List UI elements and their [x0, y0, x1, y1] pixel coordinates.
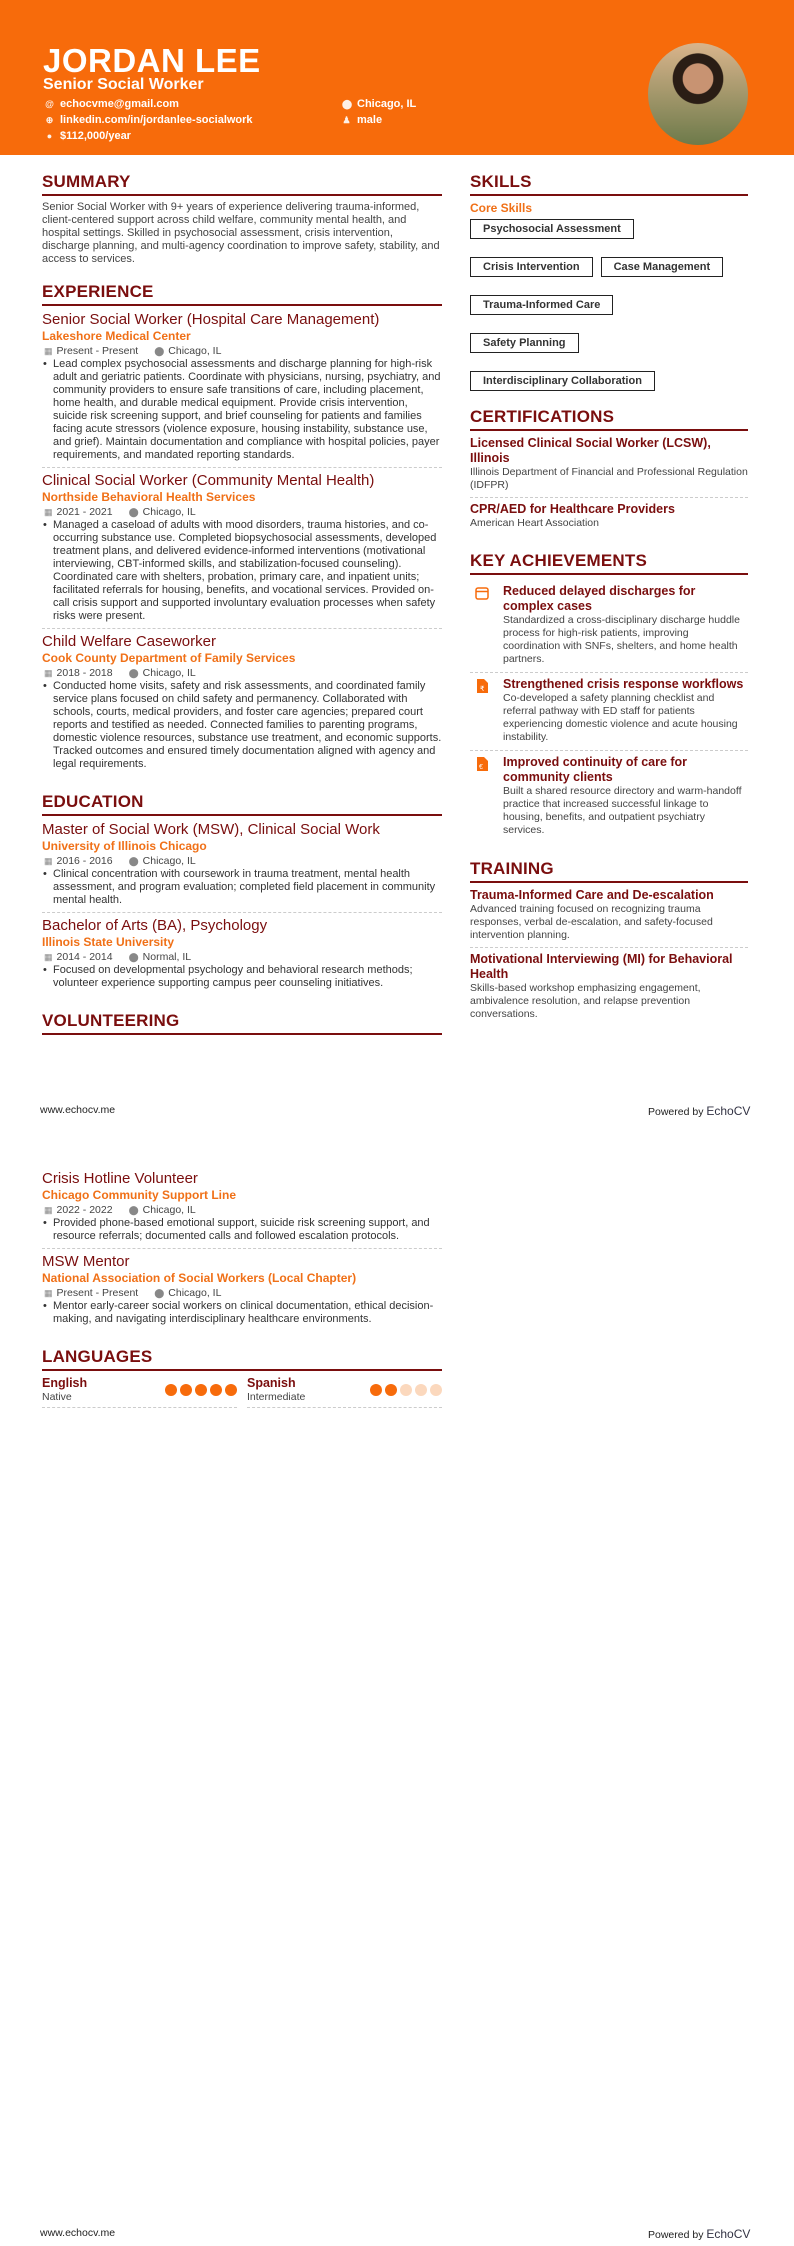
calendar-icon: ▦: [44, 952, 53, 962]
training-section: [470, 859, 748, 1026]
job-title: Senior Social Worker (Hospital Care Management): [42, 311, 380, 328]
bullet: • Provided phone-based emotional support, suicide risk screening support, and resource referrals; documented calls and followed escalation protocols.: [42, 1217, 442, 1243]
certification: [470, 436, 748, 498]
candidate-title: Senior Social Worker: [43, 76, 204, 93]
language-name: Spanish: [247, 1376, 296, 1390]
contact-gender: [342, 114, 382, 126]
bullet: • Mentor early-career social workers on clinical documentation, ethical decision-making, and navigating interdisciplinary healthcare environments.: [42, 1300, 442, 1326]
document-icon: [475, 679, 489, 693]
location-icon: ⬤: [154, 346, 165, 356]
skill-tag: Psychosocial Assessment: [470, 219, 634, 239]
degree: Bachelor of Arts (BA), Psychology: [42, 917, 268, 934]
location: Chicago, IL: [142, 667, 196, 679]
skill-tag: Crisis Intervention: [470, 257, 593, 277]
rating-dot-filled: [165, 1384, 177, 1396]
training-text: Skills-based workshop emphasizing engagement, ambivalence resolution, and relapse prevention conversations.: [470, 982, 701, 1020]
entry-meta: [44, 950, 442, 964]
calendar-icon: ▦: [44, 346, 53, 356]
contact-text: echocvme@gmail.com: [60, 98, 179, 110]
skill-tag: Case Management: [601, 257, 724, 277]
location: Chicago, IL: [142, 506, 196, 518]
header: [0, 0, 794, 155]
right-column: [470, 172, 748, 1042]
rating-dot-filled: [225, 1384, 237, 1396]
role-title: Crisis Hotline Volunteer: [42, 1170, 198, 1187]
dollar-icon: ●: [46, 131, 53, 141]
organization: Chicago Community Support Line: [42, 1188, 236, 1202]
location: Chicago, IL: [142, 1204, 196, 1216]
job-title: Child Welfare Caseworker: [42, 633, 216, 650]
calendar-icon: ▦: [44, 507, 53, 517]
section-heading: SUMMARY: [42, 172, 442, 196]
volunteering-continued: [42, 1170, 442, 1331]
employer: Lakeshore Medical Center: [42, 329, 191, 343]
rating-dot-empty: [400, 1384, 412, 1396]
calendar-icon: ▦: [44, 668, 53, 678]
section-heading: EXPERIENCE: [42, 282, 442, 306]
section-heading: KEY ACHIEVEMENTS: [470, 551, 748, 575]
entry-meta: [44, 1286, 442, 1300]
dates: 2018 - 2018: [56, 667, 113, 679]
svg-text:€: €: [479, 764, 483, 771]
achievement: [470, 673, 748, 751]
rating-dot-filled: [210, 1384, 222, 1396]
bullet: • Focused on developmental psychology and behavioral research methods; volunteer experience supporting campus peer counseling initiatives.: [42, 964, 442, 990]
bullet: • Managed a caseload of adults with mood disorders, trauma histories, and co-occurring substance use. Completed biopsychosocial assessments, developed treatment plans, and delivered evidence-informed interventions (motivational interviewing, CBT-informed skills, and stabilization-focused counseling). Coordinated care with shelters, probation, primary care, and inpatient units; facilitated referrals for housing, benefits, and vocational services. Provided on-call crisis support and supported involuntary evaluation processes when safety risks were present.: [42, 519, 442, 623]
language-rating: [370, 1384, 442, 1396]
entry-meta: [44, 344, 442, 358]
location: Chicago, IL: [168, 345, 222, 357]
experience-entry: [42, 633, 442, 776]
calendar-icon: [475, 586, 489, 600]
location-icon: ⬤: [154, 1288, 165, 1298]
school: Illinois State University: [42, 935, 175, 949]
footer-site-link[interactable]: www.echocv.me: [40, 1104, 116, 1116]
skill-tag: Trauma-Informed Care: [470, 295, 613, 315]
contact-text: linkedin.com/in/jordanlee-socialwork: [60, 114, 253, 126]
footer-powered: [648, 2227, 750, 2241]
candidate-name: JORDAN LEE: [43, 42, 261, 79]
language-name: English: [42, 1376, 88, 1390]
location-icon: ⬤: [342, 98, 353, 109]
contact-text: male: [357, 114, 383, 126]
role-title: MSW Mentor: [42, 1253, 130, 1270]
cert-title: CPR/AED for Healthcare Providers: [470, 502, 675, 516]
contact-text: $112,000/year: [60, 130, 131, 142]
achievement-text: Standardized a cross-disciplinary discharge huddle process for high-risk patients, improving coordination with SNFs, shelters, and home health partners.: [503, 614, 740, 665]
globe-icon: ⊕: [45, 114, 54, 125]
cert-title: Licensed Clinical Social Worker (LCSW), Illinois: [470, 436, 711, 465]
volunteer-entry: [42, 1253, 442, 1331]
dates: Present - Present: [56, 1287, 139, 1299]
entry-meta: [44, 1203, 442, 1217]
section-heading: CERTIFICATIONS: [470, 407, 748, 431]
achievement-title: Reduced delayed discharges for complex cases: [503, 584, 696, 613]
organization: National Association of Social Workers (Local Chapter): [42, 1271, 357, 1285]
section-heading: TRAINING: [470, 859, 748, 883]
section-heading: SKILLS: [470, 172, 748, 196]
language-item: [247, 1376, 442, 1408]
achievement-title: Strengthened crisis response workflows: [503, 677, 744, 691]
rating-dot-filled: [195, 1384, 207, 1396]
education-entry: [42, 821, 442, 913]
skill-tag: Safety Planning: [470, 333, 579, 353]
calendar-icon: ▦: [44, 856, 53, 866]
achievements-section: [470, 551, 748, 843]
powered-label: Powered by: [648, 2229, 704, 2241]
skill-group-label: Core Skills: [470, 201, 533, 215]
location-icon: ⬤: [128, 507, 139, 517]
experience-entry: [42, 472, 442, 629]
contact-salary: [45, 130, 131, 142]
contact-text: Chicago, IL: [357, 98, 417, 110]
training-title: Trauma-Informed Care and De-escalation: [470, 888, 714, 902]
rating-dot-filled: [385, 1384, 397, 1396]
location-icon: ⬤: [128, 1205, 139, 1215]
language-rating: [165, 1384, 237, 1396]
cert-issuer: Illinois Department of Financial and Professional Regulation (IDFPR): [470, 466, 748, 491]
cert-issuer: American Heart Association: [470, 517, 599, 529]
achievement: [470, 751, 748, 843]
skill-tag: Interdisciplinary Collaboration: [470, 371, 655, 391]
dates: Present - Present: [56, 345, 139, 357]
education-entry: [42, 917, 442, 995]
dates: 2016 - 2016: [56, 855, 113, 867]
employer: Cook County Department of Family Services: [42, 651, 296, 665]
location: Chicago, IL: [168, 1287, 222, 1299]
training-item: [470, 888, 748, 948]
education-section: [42, 792, 442, 995]
employer: Northside Behavioral Health Services: [42, 490, 256, 504]
location-icon: ⬤: [128, 856, 139, 866]
brand-name: EchoCV: [706, 1104, 751, 1118]
rating-dot-empty: [430, 1384, 442, 1396]
training-title: Motivational Interviewing (MI) for Behavioral Health: [470, 952, 733, 981]
left-column: [42, 1170, 442, 1424]
contact-location: [342, 98, 416, 110]
rating-dot-empty: [415, 1384, 427, 1396]
dates: 2014 - 2014: [56, 951, 113, 963]
school: University of Illinois Chicago: [42, 839, 207, 853]
location: Normal, IL: [142, 951, 192, 963]
contact-email[interactable]: [45, 98, 179, 110]
summary-section: [42, 172, 442, 266]
entry-meta: [44, 666, 442, 680]
volunteering-section: [42, 1011, 442, 1035]
brand-name: EchoCV: [706, 2227, 751, 2241]
training-text: Advanced training focused on recognizing trauma responses, verbal de-escalation, and safety-focused intervention planning.: [470, 903, 713, 941]
degree: Master of Social Work (MSW), Clinical Social Work: [42, 821, 380, 838]
volunteer-entry: [42, 1170, 442, 1249]
location-icon: ⬤: [128, 952, 139, 962]
svg-text:₹: ₹: [480, 686, 485, 693]
powered-label: Powered by: [648, 1106, 704, 1118]
footer-powered: [648, 1104, 750, 1118]
summary-text: Senior Social Worker with 9+ years of experience delivering trauma-informed, client-centered support across child welfare, community mental health, and hospital settings. Skilled in psychosocial assessment, crisis intervention, discharge planning, and multi-agency coordination to improve safety, stability, and access to services.: [42, 201, 440, 265]
calendar-icon: ▦: [44, 1288, 53, 1298]
calendar-icon: ▦: [44, 1205, 53, 1215]
dates: 2022 - 2022: [56, 1204, 113, 1216]
at-icon: @: [45, 99, 54, 109]
achievement: [470, 580, 748, 673]
user-icon: ♟: [342, 114, 351, 125]
rating-dot-filled: [370, 1384, 382, 1396]
bullet: • Lead complex psychosocial assessments and discharge planning for high-risk adult and geriatric patients. Coordinate with physicians, nursing, psychiatry, and community providers to ensure safe transitions of care, including placement, home health, and durable medical equipment. Provide crisis intervention, suicide risk screening support, and brief counseling for patients and families facing acute stressors (violence exposure, housing instability, substance use, and grief). Maintain documentation and compliance with hospital policies, payer requirements, and mandated reporting standards.: [42, 358, 442, 462]
left-column: [42, 172, 442, 1051]
job-title: Clinical Social Worker (Community Mental Health): [42, 472, 375, 489]
achievement-title: Improved continuity of care for community clients: [503, 755, 688, 784]
location: Chicago, IL: [142, 855, 196, 867]
achievement-text: Co-developed a safety planning checklist and referral pathway with ED staff for patients experiencing domestic violence and acute housing instability.: [503, 692, 738, 743]
document-euro-icon: [475, 757, 489, 771]
training-item: [470, 952, 748, 1026]
skills-section: [470, 172, 748, 391]
language-level: Intermediate: [247, 1391, 306, 1403]
section-heading: LANGUAGES: [42, 1347, 442, 1371]
footer-site-link[interactable]: www.echocv.me: [40, 2227, 116, 2239]
certifications-section: [470, 407, 748, 535]
dates: 2021 - 2021: [56, 506, 113, 518]
rating-dot-filled: [180, 1384, 192, 1396]
entry-meta: [44, 505, 442, 519]
skill-tags: [470, 219, 748, 391]
contact-linkedin[interactable]: [45, 114, 253, 126]
experience-section: [42, 282, 442, 776]
avatar: [648, 43, 748, 145]
experience-entry: [42, 311, 442, 468]
language-item: [42, 1376, 237, 1408]
bullet: • Clinical concentration with coursework in trauma treatment, mental health assessment, and program evaluation; completed field placement in community mental health.: [42, 868, 442, 907]
section-heading: VOLUNTEERING: [42, 1011, 442, 1035]
achievement-text: Built a shared resource directory and warm-handoff practice that increased successful linkage to housing, benefits, and outpatient psychiatry services.: [503, 785, 742, 836]
languages-section: [42, 1347, 442, 1408]
bullet: • Conducted home visits, safety and risk assessments, and coordinated family service plans focused on child safety and permanency. Collaborated with schools, courts, medical providers, and foster care agencies; prepared court reports and testified as needed. Connected families to parenting programs, domestic violence resources, substance use treatment, and economic supports. Tracked outcomes and ensured timely documentation aligned with agency and legal requirements.: [42, 680, 442, 771]
certification: [470, 502, 748, 535]
entry-meta: [44, 854, 442, 868]
location-icon: ⬤: [128, 668, 139, 678]
section-heading: EDUCATION: [42, 792, 442, 816]
resume-page-2: [0, 1123, 794, 2246]
language-level: Native: [42, 1391, 72, 1403]
